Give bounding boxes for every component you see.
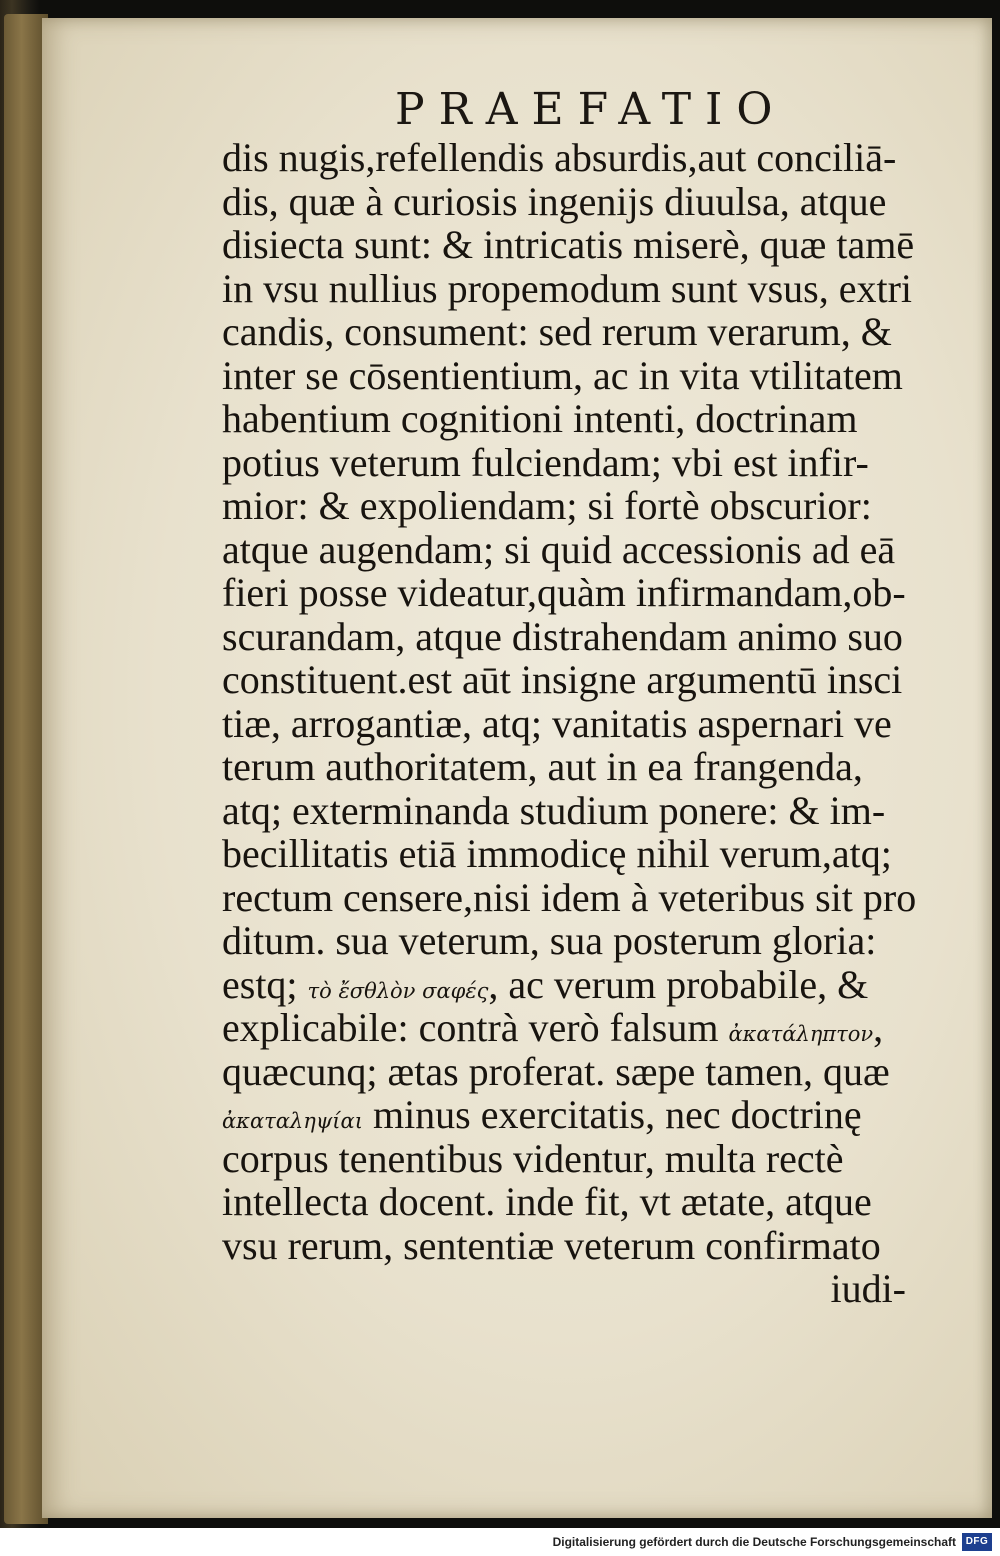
text-line: [222, 963, 932, 1007]
greek-word: ἀκαταληψίαι: [222, 1109, 363, 1133]
text-segment: minus exercitatis, nec doctrinę: [362, 1092, 862, 1137]
text-line: [222, 1093, 932, 1137]
body-text: [222, 136, 932, 1311]
text-line: scurandam, atque distrahendam animo suo: [222, 613, 903, 659]
text-line: constituent.est aūt insigne argumentū insci: [222, 657, 903, 702]
text-line: disiecta sunt: & intricatis miserè, quæ tamē: [222, 222, 915, 267]
text-line: in vsu nullius propemodum sunt vsus, extri: [222, 265, 912, 311]
text-line: inter se cōsentientium, ac in vita vtilitatem: [222, 352, 903, 398]
text-line: terum authoritatem, aut in ea frangenda,: [222, 744, 863, 789]
text-line: atque augendam; si quid accessionis ad eā: [222, 526, 896, 572]
text-line: atq; exterminanda studium ponere: & im-: [222, 787, 886, 833]
text-line: ditum. sua veterum, sua posterum gloria:: [222, 918, 877, 963]
text-line: tiæ, arrogantiæ, atq; vanitatis aspernari ve: [222, 700, 892, 746]
text-line: potius veterum fulciendam; vbi est infir-: [222, 439, 869, 485]
text-line: mior: & expoliendam; si fortè obscurior:: [222, 483, 872, 528]
text-line: dis nugis,refellendis absurdis,aut conciliā-: [222, 135, 897, 180]
text-line: vsu rerum, sententiæ veterum confirmato: [222, 1222, 881, 1268]
text-line: habentium cognitioni intenti, doctrinam: [222, 396, 858, 441]
text-line: becillitatis etiā immodicę nihil verum,atq;: [222, 831, 892, 876]
text-line: corpus tenentibus videntur, multa rectè: [222, 1135, 844, 1181]
text-line: dis, quæ à curiosis ingenijs diuulsa, atque: [222, 178, 887, 224]
text-line: rectum censere,nisi idem à veteribus sit pro: [222, 874, 917, 920]
greek-phrase: τὸ ἔσθλὸν σαφές: [307, 978, 489, 1003]
catchword: iudi-: [830, 1266, 906, 1311]
text-line: quæcunq; ætas proferat. sæpe tamen, quæ: [222, 1048, 890, 1094]
text-line: [222, 1006, 932, 1050]
running-head: PRAEFATIO: [395, 84, 787, 135]
greek-word: ἀκατάληπτον: [728, 1022, 874, 1046]
dfg-logo[interactable]: DFG: [962, 1533, 992, 1551]
funding-credit: Digitalisierung gefördert durch die Deutsche Forschungsgemeinschaft: [552, 1535, 956, 1549]
text-segment: , ac verum probabile, &: [488, 961, 869, 1007]
text-line: fieri posse videatur,quàm infirmandam,ob-: [222, 570, 906, 615]
text-line: candis, consument: sed rerum verarum, &: [222, 309, 892, 354]
footer-bar: [0, 1528, 1000, 1556]
text-line: intellecta docent. inde fit, vt ætate, atque: [222, 1179, 872, 1224]
text-segment: estq;: [222, 961, 308, 1007]
text-segment: ,: [873, 1005, 884, 1050]
text-segment: explicabile: contrà verò falsum: [222, 1005, 729, 1050]
